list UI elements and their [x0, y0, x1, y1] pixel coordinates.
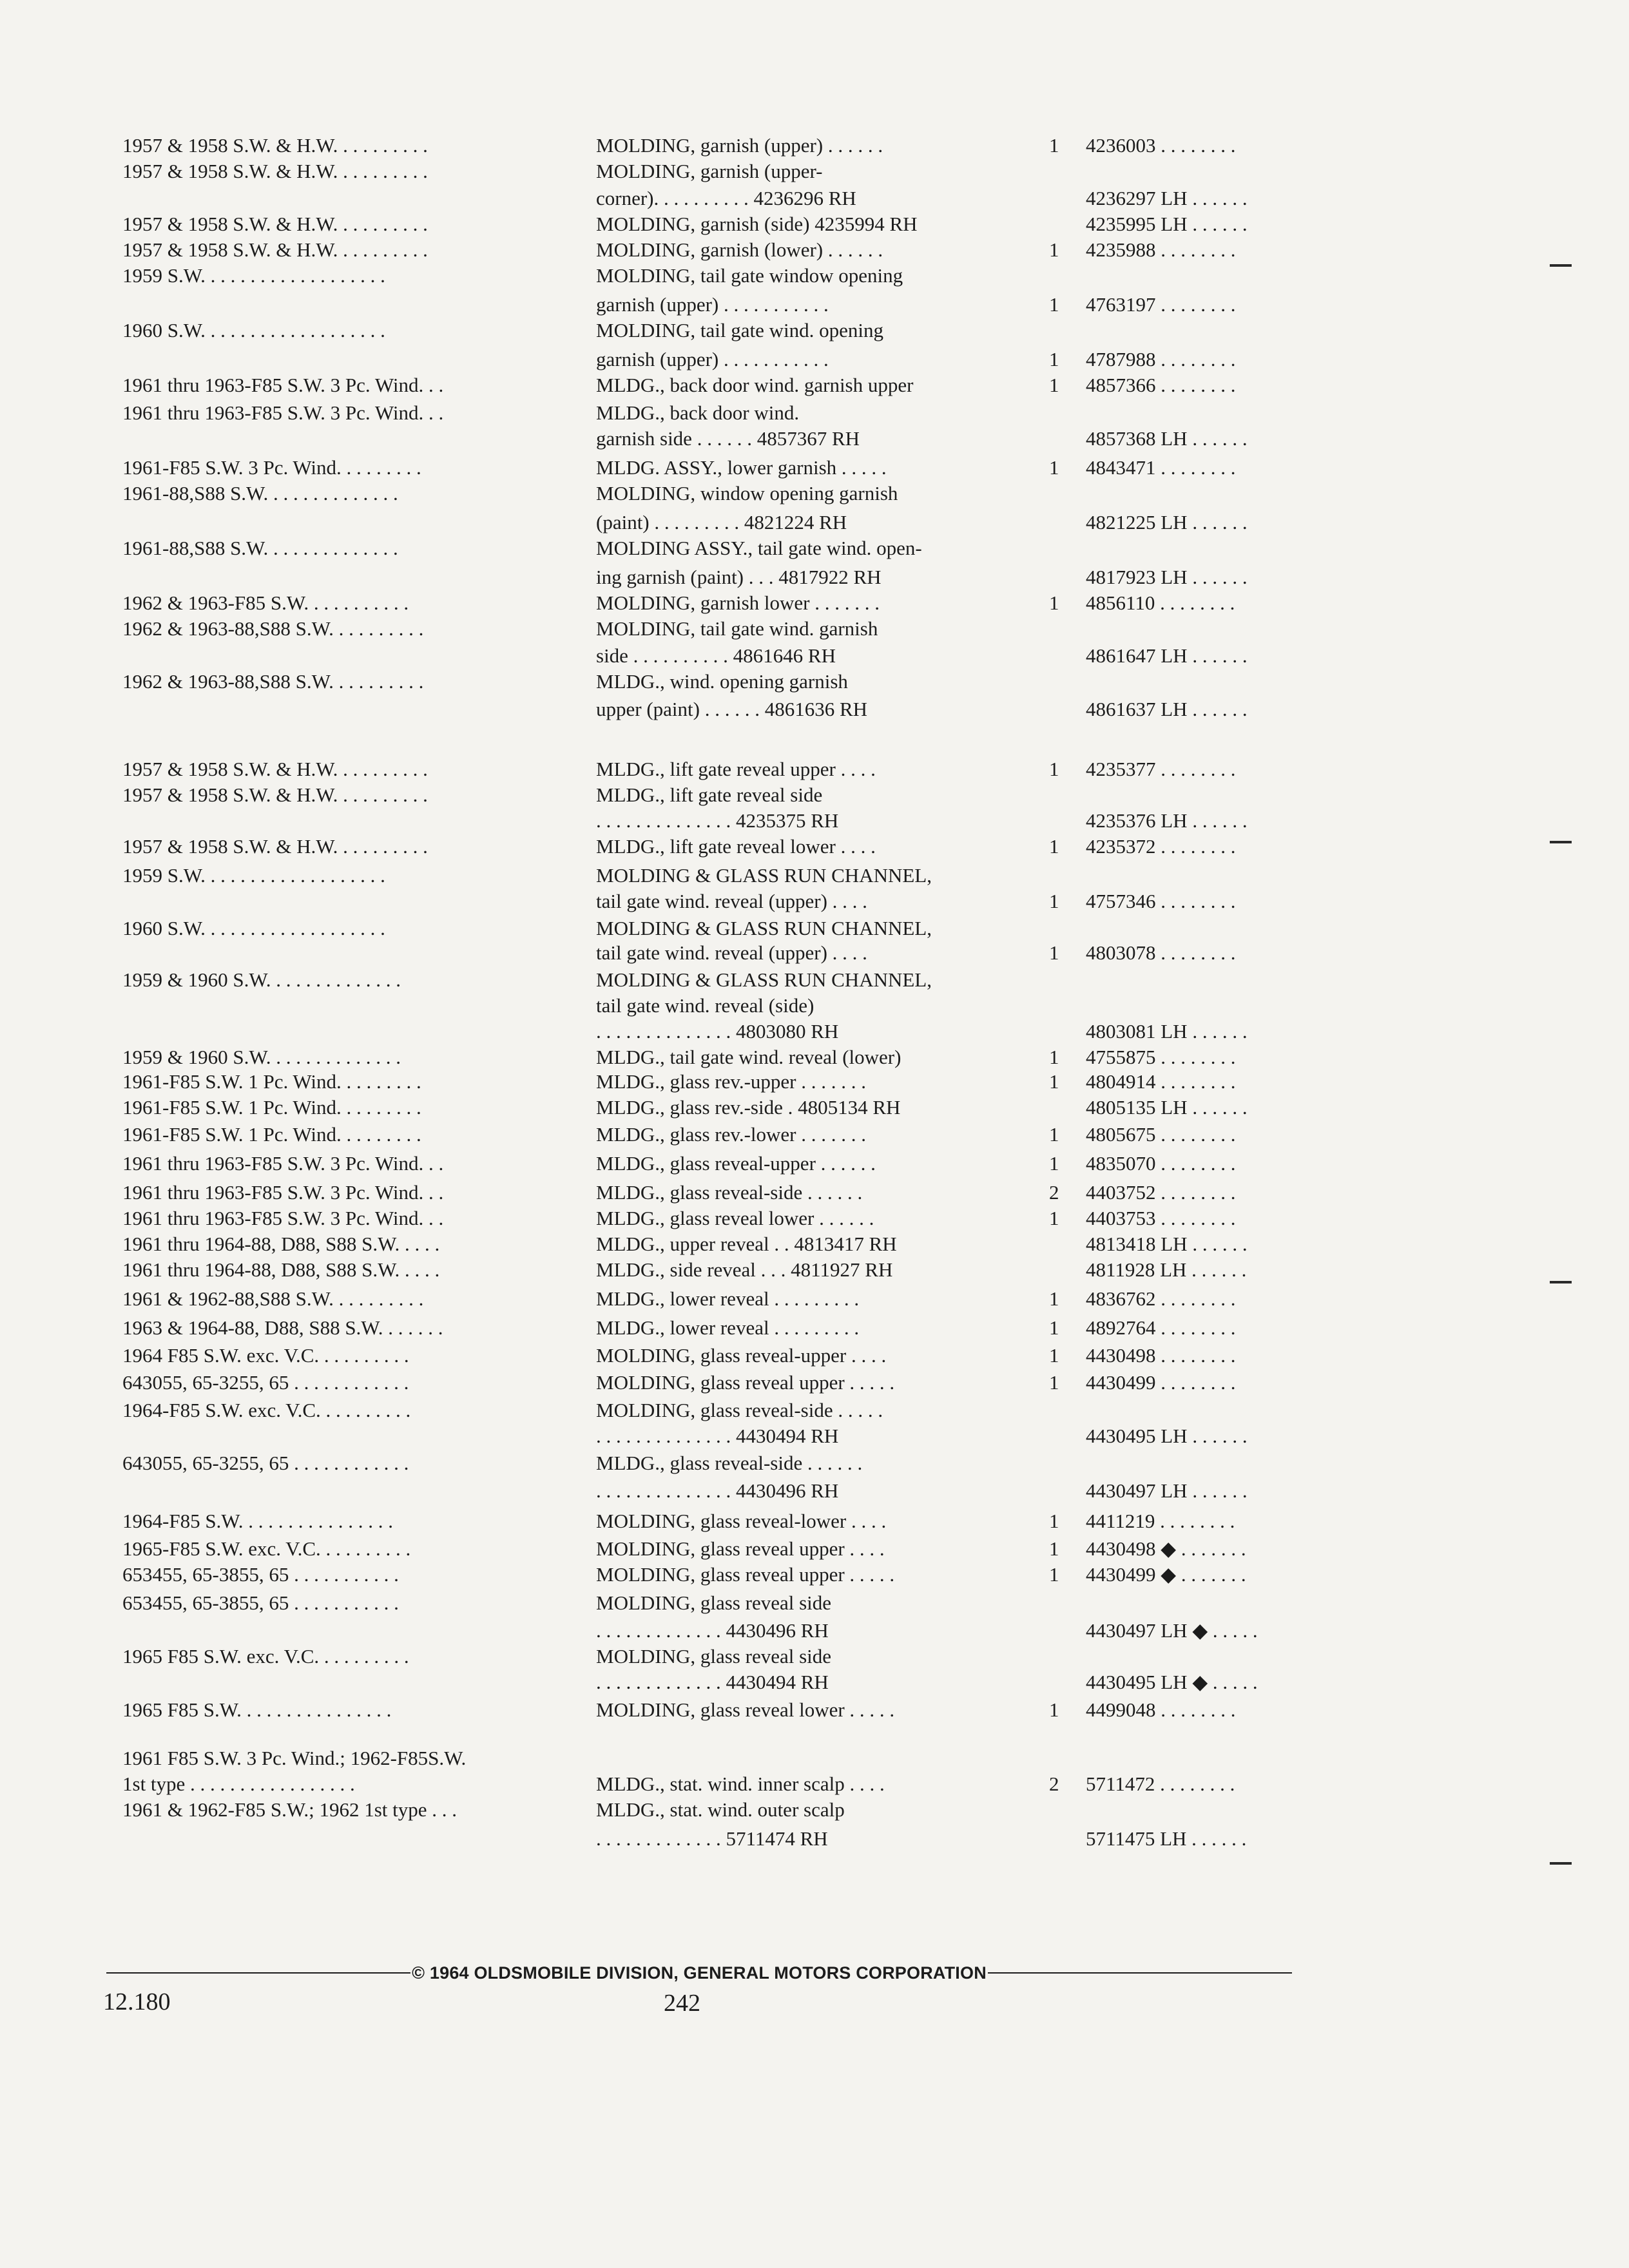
part-number-cell: 4430497 LH ◆ . . . . . — [1086, 1619, 1258, 1642]
description-cell: MLDG., glass reveal-side . . . . . . — [596, 1181, 863, 1204]
table-row — [0, 262, 1629, 289]
quantity-cell: 1 — [1049, 1371, 1059, 1394]
description-cell: MLDG., glass reveal-upper . . . . . . — [596, 1152, 876, 1175]
table-row — [0, 372, 1629, 399]
part-number-cell: 4811928 LH . . . . . . — [1086, 1258, 1247, 1281]
table-row — [0, 480, 1629, 507]
table-row — [0, 1669, 1629, 1696]
description-cell: garnish side . . . . . . 4857367 RH — [596, 427, 860, 450]
table-row — [0, 756, 1629, 783]
description-cell: MOLDING, glass reveal-side . . . . . — [596, 1399, 883, 1421]
table-row — [0, 939, 1629, 966]
application-cell: 1957 & 1958 S.W. & H.W. . . . . . . . . . — [122, 835, 428, 858]
part-number-cell: 4430499 ◆ . . . . . . . — [1086, 1563, 1246, 1586]
quantity-cell: 1 — [1049, 456, 1059, 479]
table-row — [0, 915, 1629, 942]
table-row — [0, 236, 1629, 264]
application-cell: 1964 F85 S.W. exc. V.C. . . . . . . . . . — [122, 1344, 409, 1367]
table-row — [0, 1590, 1629, 1617]
application-cell: 1963 & 1964-88, D88, S88 S.W. . . . . . . — [122, 1316, 443, 1339]
application-cell: 1961-F85 S.W. 3 Pc. Wind. . . . . . . . . — [122, 456, 421, 479]
part-number-cell: 4835070 . . . . . . . . — [1086, 1152, 1236, 1175]
quantity-cell: 1 — [1049, 1510, 1059, 1532]
part-number-cell: 4430495 LH ◆ . . . . . — [1086, 1671, 1258, 1693]
table-row — [0, 1044, 1629, 1071]
table-row — [0, 158, 1629, 185]
quantity-cell: 1 — [1049, 238, 1059, 261]
table-row — [0, 1121, 1629, 1148]
quantity-cell: 1 — [1049, 1287, 1059, 1310]
application-cell: 1965 F85 S.W. exc. V.C. . . . . . . . . . — [122, 1645, 409, 1667]
application-cell: 1957 & 1958 S.W. & H.W. . . . . . . . . . — [122, 160, 428, 182]
part-number-cell: 4236003 . . . . . . . . — [1086, 134, 1236, 157]
description-cell: MOLDING, tail gate wind. garnish — [596, 617, 878, 640]
table-row — [0, 1771, 1629, 1798]
application-cell: 1961-F85 S.W. 1 Pc. Wind. . . . . . . . . — [122, 1096, 421, 1119]
table-row — [0, 509, 1629, 536]
description-cell: MOLDING, garnish (lower) . . . . . . — [596, 238, 883, 261]
quantity-cell: 1 — [1049, 293, 1059, 316]
description-cell: MLDG., stat. wind. outer scalp — [596, 1798, 845, 1821]
part-number-cell: 4892764 . . . . . . . . — [1086, 1316, 1236, 1339]
part-number-cell: 4235376 LH . . . . . . — [1086, 809, 1248, 832]
description-cell: MLDG. ASSY., lower garnish . . . . . — [596, 456, 887, 479]
table-row — [0, 833, 1629, 860]
description-cell: side . . . . . . . . . . 4861646 RH — [596, 644, 836, 667]
description-cell: MLDG., side reveal . . . 4811927 RH — [596, 1258, 893, 1281]
part-number-cell: 4805135 LH . . . . . . — [1086, 1096, 1248, 1119]
table-row — [0, 1150, 1629, 1177]
edge-tick-mark — [1550, 1281, 1572, 1283]
application-cell: 1961 thru 1963-F85 S.W. 3 Pc. Wind. . . — [122, 1207, 444, 1229]
part-number-cell: 4817923 LH . . . . . . — [1086, 566, 1248, 588]
part-number-cell: 4857368 LH . . . . . . — [1086, 427, 1248, 450]
part-number-cell: 4843471 . . . . . . . . — [1086, 456, 1236, 479]
table-row — [0, 1825, 1629, 1852]
quantity-cell: 1 — [1049, 1152, 1059, 1175]
application-cell: 1962 & 1963-88,S88 S.W. . . . . . . . . . — [122, 670, 424, 693]
copyright-text: © 1964 OLDSMOBILE DIVISION, GENERAL MOTORS CORPORATION — [412, 1963, 987, 1983]
part-number-cell: 4430499 . . . . . . . . — [1086, 1371, 1236, 1394]
table-row — [0, 1342, 1629, 1369]
table-row — [0, 535, 1629, 562]
table-row — [0, 642, 1629, 669]
copyright-footer — [106, 1959, 1292, 1987]
page-number: 242 — [664, 1990, 700, 2017]
part-number-cell: 4856110 . . . . . . . . — [1086, 591, 1235, 614]
application-cell: 1962 & 1963-F85 S.W. . . . . . . . . . . — [122, 591, 409, 614]
description-cell: ing garnish (paint) . . . 4817922 RH — [596, 566, 882, 588]
quantity-cell: 1 — [1049, 1344, 1059, 1367]
table-row — [0, 1369, 1629, 1396]
group-number: 12.180 — [103, 1988, 171, 2015]
application-cell: 1959 S.W. . . . . . . . . . . . . . . . . . . — [122, 864, 385, 887]
description-cell: MOLDING, glass reveal upper . . . . . — [596, 1563, 895, 1586]
application-cell: 1965 F85 S.W. . . . . . . . . . . . . . . . — [122, 1698, 392, 1721]
table-row — [0, 1535, 1629, 1562]
footer-rule-left — [106, 1972, 410, 1974]
table-row — [0, 1796, 1629, 1823]
part-number-cell: 4235988 . . . . . . . . — [1086, 238, 1236, 261]
part-number-cell: 4411219 . . . . . . . . — [1086, 1510, 1235, 1532]
table-row — [0, 668, 1629, 695]
table-row — [0, 1696, 1629, 1724]
description-cell: MLDG., lift gate reveal side — [596, 783, 823, 806]
application-cell: 1962 & 1963-88,S88 S.W. . . . . . . . . . — [122, 617, 424, 640]
part-number-cell: 4804914 . . . . . . . . — [1086, 1070, 1236, 1093]
description-cell: MOLDING, garnish lower . . . . . . . — [596, 591, 880, 614]
table-row — [0, 1205, 1629, 1232]
application-cell: 1964-F85 S.W. exc. V.C. . . . . . . . . . — [122, 1399, 411, 1421]
quantity-cell: 1 — [1049, 1698, 1059, 1721]
description-cell: garnish (upper) . . . . . . . . . . . — [596, 293, 829, 316]
quantity-cell: 2 — [1049, 1773, 1059, 1795]
table-row — [0, 1423, 1629, 1450]
description-cell: MOLDING, glass reveal side — [596, 1645, 832, 1667]
description-cell: MLDG., wind. opening garnish — [596, 670, 848, 693]
part-number-cell: 4430495 LH . . . . . . — [1086, 1425, 1248, 1447]
quantity-cell: 1 — [1049, 890, 1059, 912]
application-cell: 1961 F85 S.W. 3 Pc. Wind.; 1962-F85S.W. — [122, 1747, 467, 1769]
table-row — [0, 1018, 1629, 1045]
quantity-cell: 1 — [1049, 1046, 1059, 1068]
table-row — [0, 1397, 1629, 1424]
table-row — [0, 1643, 1629, 1670]
quantity-cell: 1 — [1049, 591, 1059, 614]
description-cell: MLDG., glass reveal lower . . . . . . — [596, 1207, 874, 1229]
description-cell: . . . . . . . . . . . . . 5711474 RH — [596, 1827, 828, 1850]
quantity-cell: 1 — [1049, 758, 1059, 780]
description-cell: MOLDING, glass reveal lower . . . . . — [596, 1698, 895, 1721]
application-cell: 1961 & 1962-F85 S.W.; 1962 1st type . . . — [122, 1798, 457, 1821]
part-number-cell: 4836762 . . . . . . . . — [1086, 1287, 1236, 1310]
application-cell: 1st type . . . . . . . . . . . . . . . . . — [122, 1773, 355, 1795]
table-row — [0, 1450, 1629, 1477]
description-cell: garnish (upper) . . . . . . . . . . . — [596, 348, 829, 370]
table-row — [0, 862, 1629, 889]
part-number-cell: 4821225 LH . . . . . . — [1086, 511, 1248, 533]
table-row — [0, 185, 1629, 212]
part-number-cell: 4857366 . . . . . . . . — [1086, 374, 1236, 396]
application-cell: 1961 & 1962-88,S88 S.W. . . . . . . . . . — [122, 1287, 424, 1310]
quantity-cell: 1 — [1049, 1563, 1059, 1586]
description-cell: (paint) . . . . . . . . . 4821224 RH — [596, 511, 847, 533]
description-cell: MOLDING & GLASS RUN CHANNEL, — [596, 968, 932, 991]
description-cell: MLDG., lower reveal . . . . . . . . . — [596, 1316, 860, 1339]
application-cell: 643055, 65-3255, 65 . . . . . . . . . . . . — [122, 1452, 409, 1474]
description-cell: . . . . . . . . . . . . . . 4235375 RH — [596, 809, 839, 832]
quantity-cell: 1 — [1049, 1070, 1059, 1093]
description-cell: MOLDING, glass reveal-upper . . . . — [596, 1344, 887, 1367]
table-row — [0, 1617, 1629, 1644]
application-cell: 1961 thru 1963-F85 S.W. 3 Pc. Wind. . . — [122, 1181, 444, 1204]
table-row — [0, 211, 1629, 238]
table-row — [0, 992, 1629, 1019]
table-row — [0, 132, 1629, 159]
description-cell: MOLDING, glass reveal-lower . . . . — [596, 1510, 887, 1532]
quantity-cell: 1 — [1049, 1537, 1059, 1560]
part-number-cell: 4235995 LH . . . . . . — [1086, 213, 1248, 235]
description-cell: MOLDING, window opening garnish — [596, 482, 898, 505]
description-cell: MLDG., stat. wind. inner scalp . . . . — [596, 1773, 885, 1795]
part-number-cell: 4499048 . . . . . . . . — [1086, 1698, 1236, 1721]
application-cell: 653455, 65-3855, 65 . . . . . . . . . . . — [122, 1563, 399, 1586]
part-number-cell: 4755875 . . . . . . . . — [1086, 1046, 1236, 1068]
application-cell: 1957 & 1958 S.W. & H.W. . . . . . . . . . — [122, 783, 428, 806]
table-row — [0, 807, 1629, 834]
description-cell: MLDG., glass rev.-upper . . . . . . . — [596, 1070, 866, 1093]
table-row — [0, 291, 1629, 318]
description-cell: MOLDING, glass reveal upper . . . . — [596, 1537, 885, 1560]
part-number-cell: 4861647 LH . . . . . . — [1086, 644, 1248, 667]
table-row — [0, 564, 1629, 591]
description-cell: MLDG., lift gate reveal upper . . . . — [596, 758, 876, 780]
part-number-cell: 4803081 LH . . . . . . — [1086, 1020, 1248, 1043]
description-cell: MOLDING, garnish (side) 4235994 RH — [596, 213, 918, 235]
table-row — [0, 1745, 1629, 1772]
table-row — [0, 888, 1629, 915]
application-cell: 1959 & 1960 S.W. . . . . . . . . . . . . . — [122, 1046, 401, 1068]
table-row — [0, 1068, 1629, 1095]
table-row — [0, 1314, 1629, 1341]
quantity-cell: 1 — [1049, 134, 1059, 157]
application-cell: 1961 thru 1963-F85 S.W. 3 Pc. Wind. . . — [122, 1152, 444, 1175]
edge-tick-mark — [1550, 264, 1572, 267]
application-cell: 1961 thru 1964-88, D88, S88 S.W. . . . . — [122, 1258, 440, 1281]
description-cell: . . . . . . . . . . . . . . 4430494 RH — [596, 1425, 839, 1447]
description-cell: MOLDING & GLASS RUN CHANNEL, — [596, 917, 932, 939]
table-row — [0, 1179, 1629, 1206]
application-cell: 1961-88,S88 S.W. . . . . . . . . . . . . . — [122, 537, 398, 559]
description-cell: MLDG., upper reveal . . 4813417 RH — [596, 1233, 897, 1255]
description-cell: MOLDING & GLASS RUN CHANNEL, — [596, 864, 932, 887]
description-cell: MLDG., back door wind. garnish upper — [596, 374, 914, 396]
footer-rule-right — [988, 1972, 1292, 1974]
application-cell: 1961 thru 1963-F85 S.W. 3 Pc. Wind. . . — [122, 401, 444, 424]
description-cell: MLDG., glass reveal-side . . . . . . — [596, 1452, 863, 1474]
part-number-cell: 4787988 . . . . . . . . — [1086, 348, 1236, 370]
description-cell: MLDG., lift gate reveal lower . . . . — [596, 835, 876, 858]
application-cell: 1960 S.W. . . . . . . . . . . . . . . . . . . — [122, 917, 385, 939]
table-row — [0, 317, 1629, 344]
application-cell: 1959 S.W. . . . . . . . . . . . . . . . . . . — [122, 264, 385, 287]
description-cell: . . . . . . . . . . . . . 4430496 RH — [596, 1619, 829, 1642]
part-number-cell: 4403753 . . . . . . . . — [1086, 1207, 1236, 1229]
description-cell: MLDG., tail gate wind. reveal (lower) — [596, 1046, 901, 1068]
table-row — [0, 696, 1629, 723]
application-cell: 1957 & 1958 S.W. & H.W. . . . . . . . . . — [122, 213, 428, 235]
quantity-cell: 1 — [1049, 835, 1059, 858]
part-number-cell: 4763197 . . . . . . . . — [1086, 293, 1236, 316]
description-cell: MLDG., back door wind. — [596, 401, 800, 424]
quantity-cell: 1 — [1049, 1123, 1059, 1146]
table-row — [0, 590, 1629, 617]
description-cell: upper (paint) . . . . . . 4861636 RH — [596, 698, 868, 720]
description-cell: tail gate wind. reveal (side) — [596, 994, 815, 1017]
quantity-cell: 1 — [1049, 1207, 1059, 1229]
description-cell: MOLDING, garnish (upper- — [596, 160, 823, 182]
application-cell: 653455, 65-3855, 65 . . . . . . . . . . . — [122, 1591, 399, 1614]
part-number-cell: 4235372 . . . . . . . . — [1086, 835, 1236, 858]
table-row — [0, 1508, 1629, 1535]
description-cell: MLDG., glass rev.-lower . . . . . . . — [596, 1123, 866, 1146]
application-cell: 1957 & 1958 S.W. & H.W. . . . . . . . . . — [122, 238, 428, 261]
edge-tick-mark — [1550, 841, 1572, 843]
table-row — [0, 454, 1629, 481]
part-number-cell: 4403752 . . . . . . . . — [1086, 1181, 1236, 1204]
quantity-cell: 1 — [1049, 374, 1059, 396]
table-row — [0, 966, 1629, 994]
description-cell: MOLDING, glass reveal side — [596, 1591, 832, 1614]
table-row — [0, 1285, 1629, 1312]
part-number-cell: 4813418 LH . . . . . . — [1086, 1233, 1248, 1255]
description-cell: tail gate wind. reveal (upper) . . . . — [596, 941, 867, 964]
part-number-cell: 4430498 . . . . . . . . — [1086, 1344, 1236, 1367]
part-number-cell: 4805675 . . . . . . . . — [1086, 1123, 1236, 1146]
quantity-cell: 2 — [1049, 1181, 1059, 1204]
part-number-cell: 5711475 LH . . . . . . — [1086, 1827, 1247, 1850]
quantity-cell: 1 — [1049, 348, 1059, 370]
description-cell: corner). . . . . . . . . . 4236296 RH — [596, 187, 856, 209]
description-cell: MOLDING, garnish (upper) . . . . . . — [596, 134, 883, 157]
edge-tick-mark — [1550, 1862, 1572, 1865]
application-cell: 1961-F85 S.W. 1 Pc. Wind. . . . . . . . . — [122, 1070, 421, 1093]
part-number-cell: 4757346 . . . . . . . . — [1086, 890, 1236, 912]
description-cell: . . . . . . . . . . . . . . 4430496 RH — [596, 1479, 839, 1502]
table-row — [0, 1094, 1629, 1121]
table-row — [0, 1256, 1629, 1283]
application-cell: 1960 S.W. . . . . . . . . . . . . . . . . . . — [122, 319, 385, 341]
application-cell: 1959 & 1960 S.W. . . . . . . . . . . . . . — [122, 968, 401, 991]
description-cell: . . . . . . . . . . . . . . 4803080 RH — [596, 1020, 839, 1043]
part-number-cell: 4861637 LH . . . . . . — [1086, 698, 1248, 720]
application-cell: 1961-F85 S.W. 1 Pc. Wind. . . . . . . . . — [122, 1123, 421, 1146]
part-number-cell: 4430497 LH . . . . . . — [1086, 1479, 1248, 1502]
application-cell: 1961 thru 1964-88, D88, S88 S.W. . . . . — [122, 1233, 440, 1255]
table-row — [0, 1561, 1629, 1588]
description-cell: tail gate wind. reveal (upper) . . . . — [596, 890, 867, 912]
quantity-cell: 1 — [1049, 1316, 1059, 1339]
part-number-cell: 4803078 . . . . . . . . — [1086, 941, 1236, 964]
part-number-cell: 5711472 . . . . . . . . — [1086, 1773, 1235, 1795]
application-cell: 1964-F85 S.W. . . . . . . . . . . . . . . . — [122, 1510, 393, 1532]
table-row — [0, 615, 1629, 642]
description-cell: MOLDING, tail gate wind. opening — [596, 319, 883, 341]
part-number-cell: 4430498 ◆ . . . . . . . — [1086, 1537, 1246, 1560]
table-row — [0, 399, 1629, 427]
application-cell: 1957 & 1958 S.W. & H.W. . . . . . . . . . — [122, 134, 428, 157]
table-row — [0, 346, 1629, 373]
application-cell: 1961 thru 1963-F85 S.W. 3 Pc. Wind. . . — [122, 374, 444, 396]
application-cell: 1961-88,S88 S.W. . . . . . . . . . . . . . — [122, 482, 398, 505]
description-cell: MOLDING ASSY., tail gate wind. open- — [596, 537, 922, 559]
application-cell: 1965-F85 S.W. exc. V.C. . . . . . . . . . — [122, 1537, 411, 1560]
table-row — [0, 1231, 1629, 1258]
description-cell: MOLDING, tail gate window opening — [596, 264, 903, 287]
part-number-cell: 4235377 . . . . . . . . — [1086, 758, 1236, 780]
description-cell: MLDG., glass rev.-side . 4805134 RH — [596, 1096, 901, 1119]
application-cell: 643055, 65-3255, 65 . . . . . . . . . . . . — [122, 1371, 409, 1394]
application-cell: 1957 & 1958 S.W. & H.W. . . . . . . . . . — [122, 758, 428, 780]
table-row — [0, 782, 1629, 809]
table-row — [0, 1477, 1629, 1504]
description-cell: MLDG., lower reveal . . . . . . . . . — [596, 1287, 860, 1310]
part-number-cell: 4236297 LH . . . . . . — [1086, 187, 1248, 209]
description-cell: . . . . . . . . . . . . . 4430494 RH — [596, 1671, 829, 1693]
table-row — [0, 425, 1629, 452]
quantity-cell: 1 — [1049, 941, 1059, 964]
description-cell: MOLDING, glass reveal upper . . . . . — [596, 1371, 895, 1394]
